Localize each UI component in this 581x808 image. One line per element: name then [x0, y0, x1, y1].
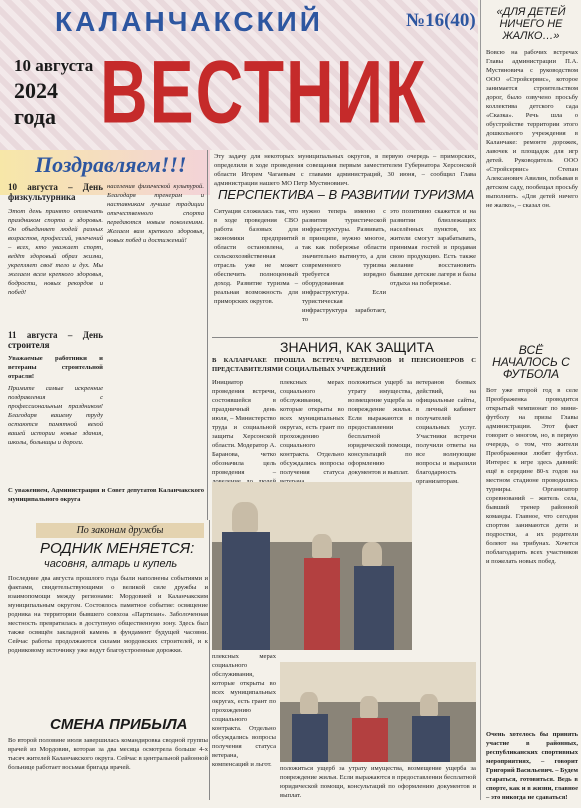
tourism-title: ПЕРСПЕКТИВА – В РАЗВИТИИ ТУРИЗМА [218, 187, 475, 202]
greeting-title: Поздравляем!!! [35, 152, 187, 177]
veterans-col-1: Инициатор проведения встречи, состоявшейся в праздничный день июля, – Министерство труда и социальной защиты Херсонской области. Модератор А. Баранова, четко обозначила цель проведения – [212, 379, 276, 476]
tourism-intro: Эту задачу для некоторых муниципальных округов, в первую очередь – приморских, определили в ходе проведения совещания первым заместителем Губернатора Херсонской области Игорем Чагаевым с главами администраций, 30 июня, – сообщил Глава администрации нашего МО Петр Мустяновиич. [214, 153, 476, 187]
right-column [480, 0, 581, 800]
column-divider [207, 150, 208, 520]
greeting-text-middle: населения физической культурой. Благодаря тренерам и наставникам лучшие традиции отечественного спорта передаются новым поколениям. Желаем вам крепкого здоровья, новых побед и достижений! [107, 183, 204, 244]
section-rule [212, 337, 478, 338]
greeting-subheading-2: Уважаемые работники и ветераны строительной отрасли! [8, 355, 103, 380]
greeting-heading-2: 11 августа – День строителя [8, 330, 103, 350]
masthead-town: КАЛАНЧАКСКИЙ [55, 6, 323, 37]
friendship-subtitle: часовня, алтарь и купель [44, 558, 178, 570]
tourism-col-1: Ситуация сложилась так, что в ходе проведения СВО работа базовых для экономики предприятий области остановлена, а сельскохозяйственная отрасль уже не может обеспечить полноценный доход. Развитие туризма – реальная возможность для приморских округов. [214, 208, 298, 305]
issue-number: №16(40) [406, 10, 476, 31]
column-divider-lower [209, 520, 210, 800]
greeting-heading-1: 10 августа – День физкультурника [8, 182, 103, 202]
greeting-signature: С уважением, Администрация и Совет депутатов Каланчакского муниципального округа [8, 487, 204, 503]
football-title: ВСЁ НАЧАЛОСЬ С ФУТБОЛА [492, 343, 570, 381]
veterans-col-5: плексных мерах социального обслуживания, которые открыты во всех муниципальных округах, есть грант по прохождению социального контракта. Отдельно обсуждались вопросы получения статуса ветерана, компенсаций и льгот. [212, 653, 276, 768]
veterans-subtitle: В КАЛАНЧАКЕ ПРОШЛА ВСТРЕЧА ВЕТЕРАНОВ И ПЕНСИОНЕРОВ С ПРЕДСТАВИТЕЛЯМИ СОЦИАЛЬНЫХ УЧРЕЖДЕНИЙ [212, 357, 476, 373]
photo-meeting-audience [280, 662, 476, 762]
veterans-col-6: положиться ущерб за утрату имущества, возмещение ущерба за повреждение жилья. Если выражаются в предоставлении бесплатной юридической помощи, консультаций по оформлению документов и выплат. [280, 765, 476, 799]
issue-year: 2024 [14, 78, 58, 103]
greeting-text-1: Этот день принято отмечать праздником спорта и здоровья. Он объединяет людей разных возрастов, профессий, увлечений – всех, кто уважает спорт, ведёт здоровый образ жизни, укрепляет своё тело и дух. Мы желаем всем крепкого здоровья, бодрости, новых рекордов и побед! [8, 208, 103, 296]
tourism-col-3: это позитивно скажется и на развитии близлежащих населённых пунктов, их жители смогут зарабатывать, принимая гостей и продавая свою продукцию. Есть также желание восстановить бывшие детские лагеря и базы отдыха на побережье. [390, 208, 476, 287]
veterans-title: ЗНАНИЯ, КАК ЗАЩИТА [280, 339, 434, 355]
football-text: Вот уже второй год в селе Преображенка проводится открытый чемпионат по мини-футболу на призы Главы администрации. Этот факт говорит о многом, но, в первую очередь, о том, что жители Преображенки любят футбол. Интерес к игре здесь давний: ещё в середине 80-х годов на местном стадионе проводились турниры. Организатор соревнований – житель села, бывший тренер районной команды. Главное, что сегодня спортом занимаются дети и подростки, а их родители болеют на трибунах. Хочется поблагодарить всех участников и пожелать новых побед. [486, 387, 578, 565]
children-title: «ДЛЯ ДЕТЕЙ НИЧЕГО НЕ ЖАЛКО…» [496, 6, 566, 42]
greeting-text-2: Примите самые искренние поздравления с профессиональным праздником! Благодаря вашему труду остаются памятной вехой вашей истории новые здания, школы, больницы и дороги. [8, 385, 103, 446]
children-text: Вовсю на рабочих встречах Главы администрации П.А. Мустяновича с руководством ООО «Стройсервис», которое занимается строительством дорог, было озвучено просьбу коллектива детского сада «Сказка». Речь шла о обустройстве территории этого дошкольного учреждения в Каланчаке: ремонте дорожек, лавочек и площадок для игр детей. Руководитель ООО «Стройсервис» Степан Алексанович Авилин, побывав в детском саду, пообещал просьбу выполнить. «Для детей ничего не жалко», – сказал он. [486, 49, 578, 209]
friendship-banner: По законам дружбы [36, 523, 204, 538]
football-closing: Очень хотелось бы принять участие в районных, республиканских спортивных мероприятиях, – говорит Григорий Васильевич. – Будем стараться, готовиться. Ведь в спорте, как и в жизни, главное – это никогда не сдаваться! [486, 731, 578, 801]
tourism-col-2: нужно теперь именно с развития туристической инфраструктуры. Развивать, в принципе, нужно многое, так как побережье области значительно вытянуто, а для современного туризма требуется изрядно оборудованная инфраструктура. Если туристическая инфраструктура заработает, то [302, 208, 386, 323]
issue-year-word: года [14, 104, 56, 129]
veterans-col-2: плексных мерах социального обслуживания, которые открыты во всех муниципальных округах, есть грант по прохождению социального контракта. Отдельно обсуждались вопросы получения статуса [280, 379, 344, 476]
issue-date: 10 августа [14, 56, 94, 75]
veterans-col-4: ветеранов боевых действий, на официальные сайты, в личный кабинет получателей социальных услуг. Участники встречи получили ответы на все волнующие вопросы и выразили благодарность организаторам. [416, 379, 476, 485]
shift-text: Во второй половине июля завершилась командировка сводной группы врачей из Мордовии, которая за два месяца осмотрела больше 4-х тысяч жителей Каланчакского округа. Сейчас в центральной районной больнице работает восьмая бригада врачей. [8, 737, 208, 771]
veterans-col-3: положиться ущерб за утрату имущества, возмещение ущерба за повреждение жилья. Если выражаются в предоставлении бесплатной юридической помощи, консультаций по оформлению документов и выплат. [348, 379, 412, 476]
photo-meeting-speaker [212, 482, 412, 650]
masthead-title: ВЕСТНИК [100, 41, 428, 142]
friendship-text: Последние два августа прошлого года были наполнены событиями и фактами, свидетельствующими о великой силе дружбы и взаимопомощи между регионами: Мордовией и Каланчакским муниципальным округом. Состоялось памятное событие: освящение родника на территории бывшего совхоза «Партизан». Заболоченная местность превратилась в доступную общественную зону. Здесь был также освящён закладной камень в фундамент будущей часовни. Сейчас работы продолжаются силами мордовских строителей, и к родниковому источнику уже ведут благоустроенные дорожки. [8, 575, 208, 654]
friendship-title: РОДНИК МЕНЯЕТСЯ: [40, 540, 195, 557]
shift-title: СМЕНА ПРИБЫЛА [50, 716, 188, 733]
